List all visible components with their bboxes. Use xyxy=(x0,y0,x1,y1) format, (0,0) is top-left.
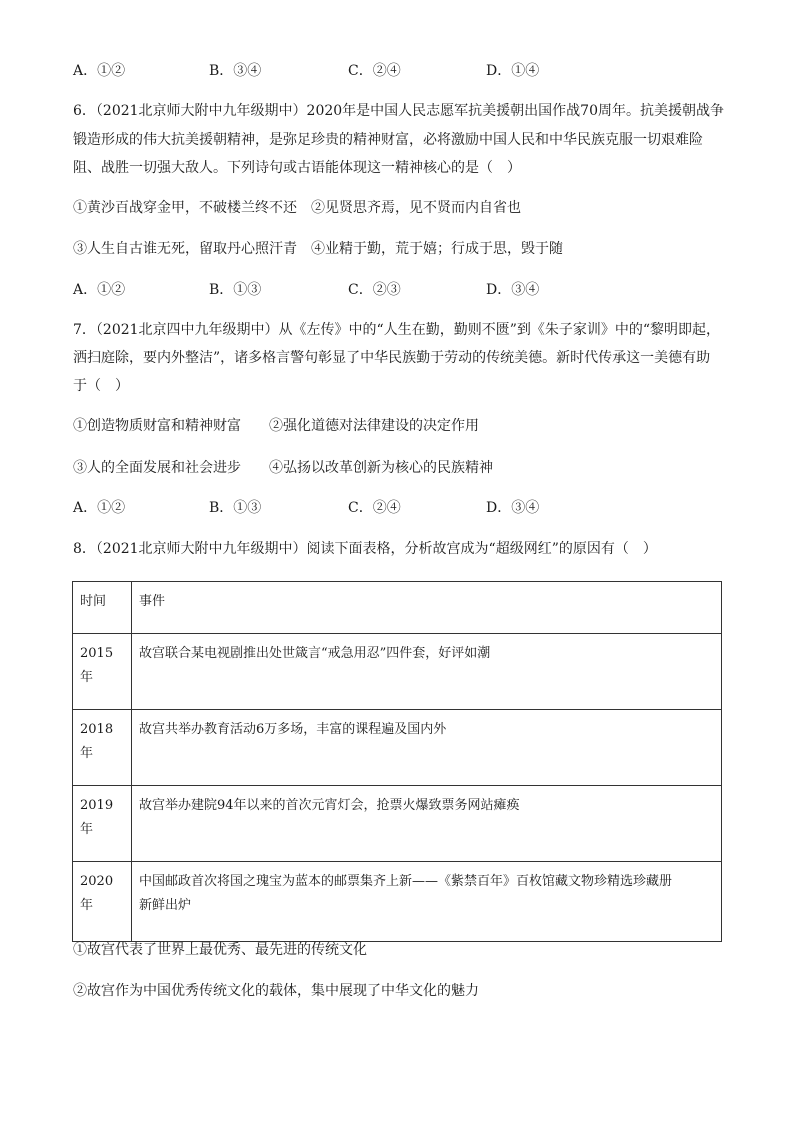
q6-option-c: C．②③ xyxy=(348,282,401,298)
q7-stem-line: 洒扫庭除，要内外整洁”，诸多格言警句彰显了中华民族勤于劳动的传统美德。新时代传承这一美德有助 xyxy=(73,350,711,366)
q6-statement: ①黄沙百战穿金甲，不破楼兰终不还 ②见贤思齐焉，见不贤而内自省也 xyxy=(73,200,521,216)
q6-stem-line: 阻、战胜一切强大敌人。下列诗句或古语能体现这一精神核心的是（ ） xyxy=(73,160,521,176)
header-time: 时间 xyxy=(73,582,132,634)
table-row xyxy=(73,634,722,710)
events-table xyxy=(72,581,722,942)
q6-stem-line: 6．（2021北京师大附中九年级期中）2020年是中国人民志愿军抗美援朝出国作战70周年。抗美援朝战争 xyxy=(73,103,724,119)
q8-statement: ②故宫作为中国优秀传统文化的载体，集中展现了中华文化的魅力 xyxy=(73,983,479,999)
q5-option-c: C．②④ xyxy=(348,63,401,79)
event-cell xyxy=(132,862,722,942)
event-text: 中国邮政首次将国之瑰宝为蓝本的邮票集齐上新——《紫禁百年》百枚馆藏文物珍精选珍藏册 xyxy=(139,874,673,889)
year-unit: 年 xyxy=(80,746,94,761)
year-value: 2018 xyxy=(80,722,114,737)
year-unit: 年 xyxy=(80,898,94,913)
event-text: 故宫举办建院94年以来的首次元宵灯会，抢票火爆致票务网站瘫痪 xyxy=(139,798,520,813)
year-cell xyxy=(73,862,132,942)
event-cell xyxy=(132,786,722,862)
event-text: 故宫共举办教育活动6万多场，丰富的课程遍及国内外 xyxy=(139,722,447,737)
event-cell xyxy=(132,634,722,710)
year-value: 2020 xyxy=(80,874,114,889)
year-unit: 年 xyxy=(80,670,94,685)
table-row xyxy=(73,862,722,942)
q8-statement: ①故宫代表了世界上最优秀、最先进的传统文化 xyxy=(73,942,367,958)
table-row xyxy=(73,710,722,786)
q5-option-a: A．①② xyxy=(73,63,126,79)
q7-option-a: A．①② xyxy=(73,500,126,516)
table-header-row xyxy=(73,582,722,634)
q7-option-b: B．①③ xyxy=(209,500,262,516)
q6-stem-line: 锻造形成的伟大抗美援朝精神，是弥足珍贵的精神财富，必将激励中国人民和中华民族克服一切艰难险 xyxy=(73,132,703,148)
year-cell xyxy=(73,710,132,786)
year-cell xyxy=(73,634,132,710)
year-value: 2015 xyxy=(80,646,114,661)
q5-option-b: B．③④ xyxy=(209,63,262,79)
q7-statement: ①创造物质财富和精神财富 ②强化道德对法律建设的决定作用 xyxy=(73,418,479,434)
q6-option-b: B．①③ xyxy=(209,282,262,298)
event-text: 新鲜出炉 xyxy=(139,898,192,913)
q5-option-d: D．①④ xyxy=(486,63,540,79)
year-cell xyxy=(73,786,132,862)
event-text: 故宫联合某电视剧推出处世箴言“戒急用忍”四件套，好评如潮 xyxy=(139,646,491,661)
q7-option-c: C．②④ xyxy=(348,500,401,516)
event-cell xyxy=(132,710,722,786)
header-event: 事件 xyxy=(132,582,722,634)
q7-stem-line: 于（ ） xyxy=(73,378,129,394)
year-unit: 年 xyxy=(80,822,94,837)
q7-option-d: D．③④ xyxy=(486,500,540,516)
year-value: 2019 xyxy=(80,798,114,813)
q6-statement: ③人生自古谁无死，留取丹心照汗青 ④业精于勤，荒于嬉；行成于思，毁于随 xyxy=(73,241,563,257)
q7-stem-line: 7．（2021北京四中九年级期中）从《左传》中的“人生在勤，勤则不匮”到《朱子家训》中的“黎明即起， xyxy=(73,322,721,338)
q6-option-a: A．①② xyxy=(73,282,126,298)
q7-statement: ③人的全面发展和社会进步 ④弘扬以改革创新为核心的民族精神 xyxy=(73,460,493,476)
q8-stem: 8．（2021北京师大附中九年级期中）阅读下面表格，分析故宫成为“超级网红”的原因有（ ） xyxy=(73,541,657,557)
q6-option-d: D．③④ xyxy=(486,282,540,298)
table-row xyxy=(73,786,722,862)
